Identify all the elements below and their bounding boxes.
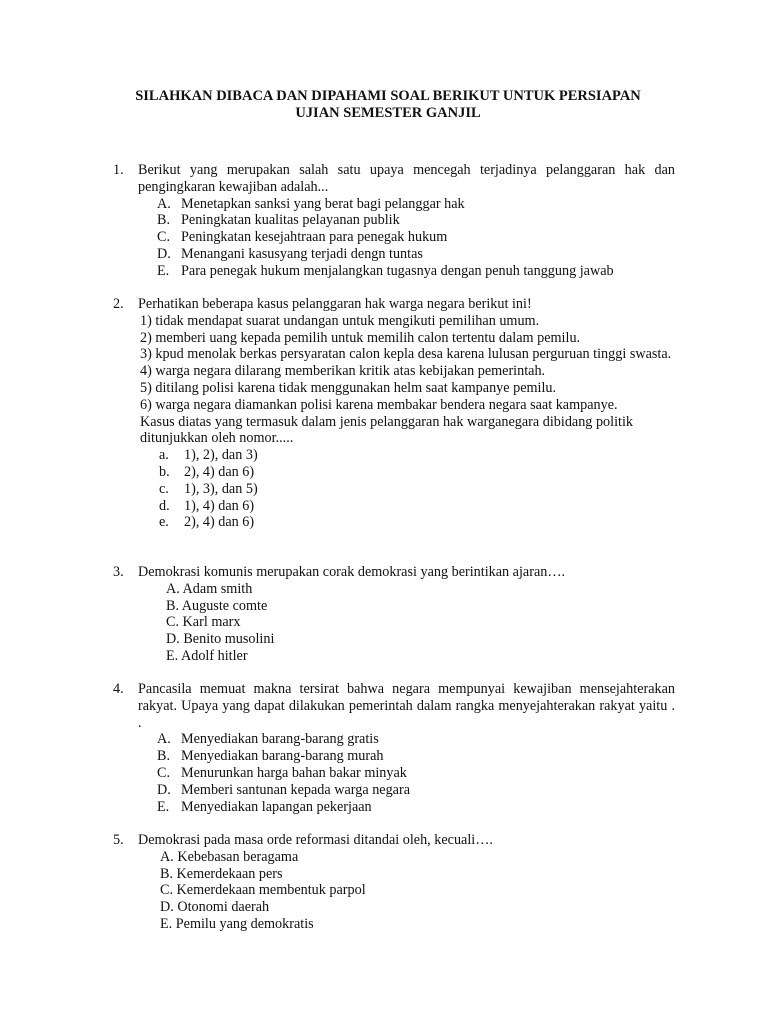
option-text: Memberi santunan kepada warga negara <box>181 781 411 798</box>
question-text: Berikut yang merupakan salah satu upaya mencegah terjadinya pelanggaran hak dan pengingkaran kewajiban adalah... <box>138 162 675 195</box>
question-text: Demokrasi komunis merupakan corak demokrasi yang berintikan ajaran…. <box>138 564 566 580</box>
question-2 <box>113 296 675 531</box>
option-a <box>159 447 675 464</box>
question-number: 5. <box>113 832 124 848</box>
option-text: Menurunkan harga bahan bakar minyak <box>181 764 407 781</box>
option-c <box>157 765 675 782</box>
option-text: 1), 2), dan 3) <box>184 447 258 464</box>
option-e <box>159 514 675 531</box>
question-3 <box>113 564 675 665</box>
case-item: 6) warga negara diamankan polisi karena membakar bendera negara saat kampanye. <box>140 396 618 413</box>
title-line-2: UJIAN SEMESTER GANJIL <box>295 105 481 121</box>
option-label: A. <box>157 731 171 748</box>
option-c <box>157 229 675 246</box>
option-e <box>157 263 675 280</box>
title-line-1: SILAHKAN DIBACA DAN DIPAHAMI SOAL BERIKUT UNTUK PERSIAPAN <box>135 88 641 104</box>
case-item: 5) ditilang polisi karena tidak menggunakan helm saat kampanye pemilu. <box>140 379 557 396</box>
option-list <box>113 849 675 933</box>
option-label: A. <box>157 195 171 212</box>
question-number: 3. <box>113 564 124 580</box>
option-label: B. <box>157 212 171 229</box>
option-label: E. <box>157 798 170 815</box>
option-d <box>157 246 675 263</box>
case-item: 1) tidak mendapat suarat undangan untuk mengikuti pemilihan umum. <box>140 312 540 329</box>
option-text: 2), 4) dan 6) <box>184 514 255 531</box>
page-title <box>100 88 676 122</box>
option-list <box>113 581 675 665</box>
option-label: e. <box>159 514 169 531</box>
case-item: 3) kpud menolak berkas persyaratan calon kepla desa karena lulusan perguruan tinggi swasta. <box>140 346 672 363</box>
option-text: Menangani kasusyang terjadi dengn tuntas <box>181 245 423 262</box>
option-text: 2), 4) dan 6) <box>184 463 255 480</box>
question-4 <box>113 681 675 815</box>
question-1 <box>113 162 675 280</box>
option-e <box>157 799 675 816</box>
question-number: 1. <box>113 162 124 178</box>
question-number: 2. <box>113 296 124 312</box>
option-text: Menyediakan lapangan pekerjaan <box>181 798 372 815</box>
case-list <box>113 313 675 447</box>
option-d <box>159 498 675 515</box>
option-text: Menyediakan barang-barang gratis <box>181 731 379 748</box>
option-text: Peningkatan kesejahtraan para penegak hukum <box>181 229 448 246</box>
question-text: Perhatikan beberapa kasus pelanggaran hak warga negara berikut ini! <box>138 296 532 312</box>
case-item: 4) warga negara dilarang memberikan kritik atas kebijakan pemerintah. <box>140 363 546 380</box>
option-a <box>157 731 675 748</box>
option-label: C. <box>157 229 171 246</box>
option-b: B. Auguste comte <box>166 597 268 614</box>
option-list <box>113 196 675 280</box>
option-b: B. Kemerdekaan pers <box>160 865 283 882</box>
option-b <box>157 212 675 229</box>
option-label: c. <box>159 480 169 497</box>
option-label: a. <box>159 447 169 464</box>
option-list <box>113 731 675 815</box>
option-label: b. <box>159 463 170 480</box>
question-5 <box>113 832 675 933</box>
question-text: Demokrasi pada masa orde reformasi ditandai oleh, kecuali…. <box>138 832 493 848</box>
option-text: Peningkatan kualitas pelayanan publik <box>181 212 400 229</box>
option-c: C. Karl marx <box>166 614 241 631</box>
question-number: 4. <box>113 681 124 697</box>
option-text: Menyediakan barang-barang murah <box>181 748 384 765</box>
option-text: 1), 3), dan 5) <box>184 480 258 497</box>
option-d <box>157 782 675 799</box>
option-a: A. Kebebasan beragama <box>160 848 299 865</box>
option-d: D. Benito musolini <box>166 631 275 648</box>
option-b <box>159 464 675 481</box>
option-c <box>159 481 675 498</box>
option-e: E. Pemilu yang demokratis <box>160 915 314 932</box>
option-d: D. Otonomi daerah <box>160 899 270 916</box>
option-label: D. <box>157 245 171 262</box>
question-text: Pancasila memuat makna tersirat bahwa negara mempunyai kewajiban mensejahterakan rakyat. Upaya yang dapat dilakukan pemerintah dalam rangka menyejahterakan rakyat yaitu . . <box>138 681 675 731</box>
option-text: Menetapkan sanksi yang berat bagi pelanggar hak <box>181 195 465 212</box>
option-a <box>157 196 675 213</box>
option-a: A. Adam smith <box>166 580 253 597</box>
option-label: B. <box>157 748 171 765</box>
option-label: D. <box>157 781 171 798</box>
option-b <box>157 748 675 765</box>
option-label: E. <box>157 262 170 279</box>
option-label: C. <box>157 764 171 781</box>
option-e: E. Adolf hitler <box>166 647 248 664</box>
question-prompt: Kasus diatas yang termasuk dalam jenis pelanggaran hak warganegara dibidang politik ditunjukkan oleh nomor..... <box>140 413 633 447</box>
option-text: Para penegak hukum menjalangkan tugasnya dengan penuh tanggung jawab <box>181 262 614 279</box>
option-text: 1), 4) dan 6) <box>184 497 255 514</box>
option-list <box>113 447 675 531</box>
case-item: 2) memberi uang kepada pemilih untuk memilih calon tertentu dalam pemilu. <box>140 329 581 346</box>
option-label: d. <box>159 497 170 514</box>
option-c: C. Kemerdekaan membentuk parpol <box>160 882 366 899</box>
